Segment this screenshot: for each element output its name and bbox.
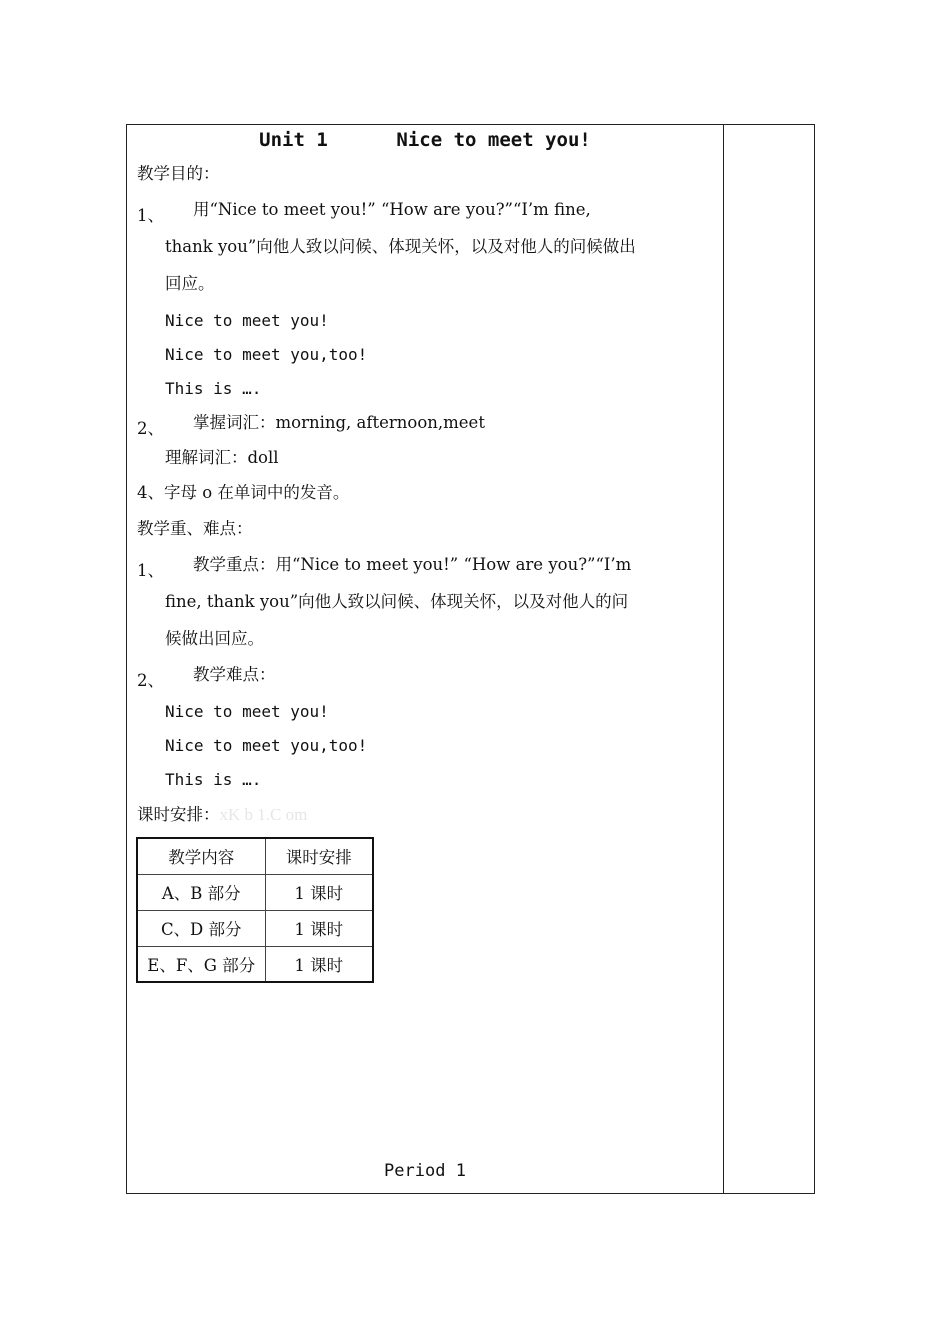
schedule-heading-label: 课时安排： [137, 805, 220, 824]
objective-1-number: 1、 [137, 206, 164, 225]
lesson-plan-frame [126, 124, 815, 1194]
unit-title [127, 129, 723, 151]
phrase-line: This is …. [165, 770, 281, 789]
table-cell: A、B 部分 [137, 874, 265, 910]
table-header-cell: 课时安排 [265, 838, 373, 874]
table-header-cell: 教学内容 [137, 838, 265, 874]
table-cell: C、D 部分 [137, 910, 265, 946]
table-cell: 1 课时 [265, 874, 373, 910]
keypoint-1-number: 1、 [137, 561, 164, 580]
period-label: Period 1 [384, 1161, 466, 1181]
objective-1-line3: 回应。 [165, 274, 215, 293]
phrase-line: Nice to meet you,too! [165, 345, 368, 364]
column-divider [723, 125, 724, 1193]
watermark-text: xK b 1.C om [219, 805, 308, 824]
keypoints-heading: 教学重、难点： [137, 519, 253, 538]
phrase-line: Nice to meet you! [165, 702, 329, 721]
objective-2-number: 2、 [137, 419, 164, 438]
objective-1-line1: 用“Nice to meet you!” “How are you?”“I’m fine, [193, 200, 591, 219]
table-cell: 1 课时 [265, 910, 373, 946]
objective-2b-text: 理解词汇：doll [165, 448, 279, 467]
keypoint-2-text: 教学难点： [193, 665, 276, 684]
objectives-heading: 教学目的： [137, 164, 220, 183]
table-row [137, 874, 373, 910]
unit-number: Unit 1 [259, 129, 328, 151]
phrase-line: Nice to meet you! [165, 311, 329, 330]
table-cell: 1 课时 [265, 946, 373, 982]
keypoint-1-line2: fine, thank you”向他人致以问候、体现关怀，以及对他人的问 [165, 592, 629, 611]
phrase-line: Nice to meet you,too! [165, 736, 368, 755]
keypoint-2-number: 2、 [137, 671, 164, 690]
table-cell: E、F、G 部分 [137, 946, 265, 982]
keypoint-1-line1: 教学重点：用“Nice to meet you!” “How are you?”“I’m [193, 555, 632, 574]
table-header-row [137, 838, 373, 874]
phrase-line: This is …. [165, 379, 281, 398]
keypoint-1-line3: 候做出回应。 [165, 629, 264, 648]
unit-name: Nice to meet you! [396, 129, 591, 151]
table-row [137, 910, 373, 946]
schedule-table [136, 837, 374, 983]
objective-1-line2: thank you”向他人致以问候、体现关怀，以及对他人的问候做出 [165, 237, 636, 256]
objective-2-text: 掌握词汇：morning, afternoon,meet [193, 413, 485, 432]
objective-4-text: 4、字母 o 在单词中的发音。 [137, 483, 350, 502]
schedule-heading [137, 806, 307, 824]
table-row [137, 946, 373, 982]
